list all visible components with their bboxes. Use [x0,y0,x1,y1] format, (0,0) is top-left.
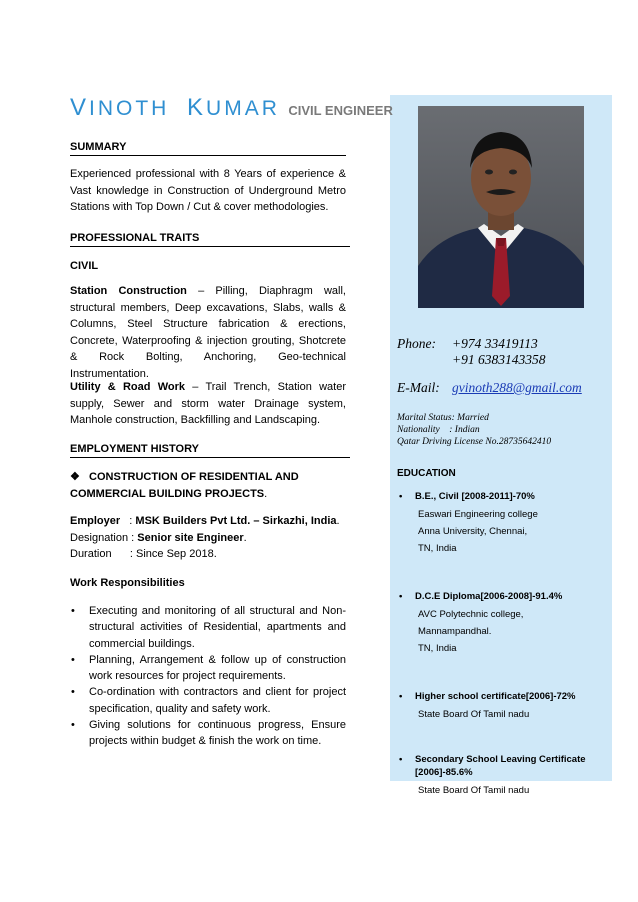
education-item [399,753,609,799]
marital-status: Marital Status: Married [397,413,489,423]
education-title: • B.E., Civil [2008-2011]-70% [399,490,609,503]
education-detail: State Board Of Tamil nadu [418,709,530,720]
responsibility-item: • Planning, Arrangement & follow up of construction work resources for project requirements. [70,652,346,685]
responsibility-item: • Giving solutions for continuous progress, Ensure projects within budget & finish the work on time. [70,717,346,750]
header-name-row [70,94,393,122]
traits-heading: PROFESSIONAL TRAITS [70,232,350,247]
education-detail: TN, India [418,643,457,654]
station-construction-text: Station Construction – Pilling, Diaphragm wall, structural members, Deep excavations, Slabs, walls & Columns, Steel Structure fabrication & erections, Concrete, Waterproofing & injection grouting, Shotcrete & Rock Bolting, Anchoring, Geo-technical Instrumentation. [70,285,346,380]
phone-block: Phone: +974 33419113 +91 6383143358 [397,336,546,367]
summary-heading: SUMMARY [70,141,346,156]
education-item [399,690,609,723]
designation-row: Designation : Senior site Engineer. [70,531,247,544]
education-title: • D.C.E Diploma[2006-2008]-91.4% [399,590,609,603]
education-heading: EDUCATION [397,468,456,479]
duration-row: Duration : Since Sep 2018. [70,548,217,560]
employer-row: Employer : MSK Builders Pvt Ltd. – Sirkazhi, India. [70,515,340,527]
education-detail: Easwari Engineering college [418,509,538,520]
driving-license: Qatar Driving License No.28735642410 [397,437,552,447]
education-detail: TN, India [418,543,457,554]
education-detail: AVC Polytechnic college, [418,609,524,620]
employment-details [70,513,340,563]
responsibility-item: • Co-ordination with contractors and client for project specification, quality and safety work. [70,684,346,717]
responsibilities-list [70,603,346,750]
nationality: Nationality : Indian [397,425,480,435]
education-detail: Anna University, Chennai, [418,526,528,537]
education-item [399,490,609,557]
responsibility-item: • Executing and monitoring of all structural and Non-structural activities of Residential, apartments and commercial buildings. [70,603,346,652]
education-title: • Secondary School Leaving Certificate [2006]-85.6% [399,753,609,779]
personal-details [397,412,551,448]
education-detail: Mannampandhal. [418,626,492,637]
candidate-role: CIVIL ENGINEER [288,103,393,118]
utility-road-work-text: Utility & Road Work – Trail Trench, Station water supply, Sewer and storm water Drainage system, Manhole construction, Backfilling and Landscaping. [70,381,346,426]
responsibilities-heading: Work Responsibilities [70,577,185,589]
education-detail: State Board Of Tamil nadu [418,785,530,796]
project-title: ❖ CONSTRUCTION OF RESIDENTIAL AND COMMERCIAL BUILDING PROJECTS. [70,471,299,500]
education-title: • Higher school certificate[2006]-72% [399,690,609,703]
employment-heading: EMPLOYMENT HISTORY [70,443,350,458]
portrait-illustration [418,106,584,308]
profile-photo [418,106,584,308]
education-item [399,590,609,657]
phone-1: +974 33419113 [452,336,538,351]
phone-2: +91 6383143358 [452,352,546,367]
education-list [399,490,609,799]
email-block: E-Mail: gvinoth288@gmail.com [397,380,582,395]
traits-sub-civil: CIVIL [70,260,99,272]
email-link[interactable]: gvinoth288@gmail.com [452,380,582,395]
diamond-bullet-icon: ❖ [70,471,80,483]
candidate-name: VINOTH KUMAR [70,94,280,121]
summary-text: Experienced professional with 8 Years of experience & Vast knowledge in Construction of Underground Metro Stations with Top Down / Cut & cover methodologies. [70,168,346,213]
